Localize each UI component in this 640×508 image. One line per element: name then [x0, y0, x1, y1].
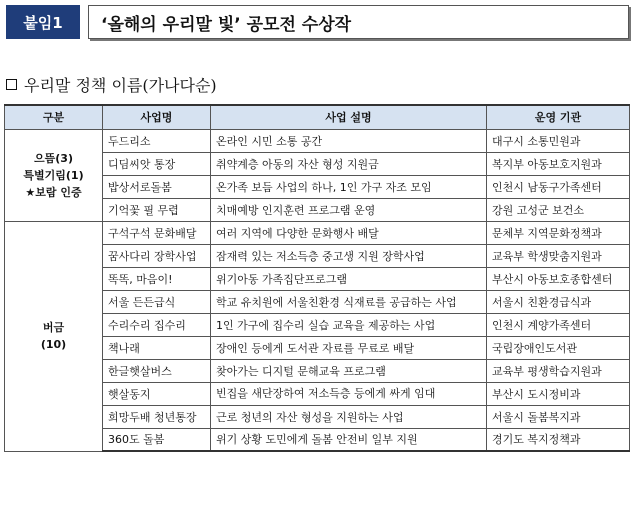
- operating-agency: 서울시 돌봄복지과: [487, 405, 630, 428]
- project-description: 1인 가구에 집수리 실습 교육을 제공하는 사업: [211, 313, 487, 336]
- header-operating-agency: 운영 기관: [487, 105, 630, 129]
- project-description: 위기아동 가족집단프로그램: [211, 267, 487, 290]
- operating-agency: 인천시 남동구가족센터: [487, 175, 630, 198]
- awards-table: [4, 104, 630, 452]
- project-name: 책나래: [103, 336, 211, 359]
- document-header: [6, 5, 629, 39]
- project-name: 수리수리 집수리: [103, 313, 211, 336]
- operating-agency: 부산시 도시정비과: [487, 382, 630, 405]
- table-header-row: [5, 105, 630, 129]
- document-title: ‘올해의 우리말 빛’ 공모전 수상작: [88, 5, 629, 39]
- category-cell-runner-up: 버금 (10): [5, 221, 103, 451]
- project-description: 잠재력 있는 저소득층 중고생 지원 장학사업: [211, 244, 487, 267]
- project-name: 똑똑, 마음이!: [103, 267, 211, 290]
- project-name: 두드리소: [103, 129, 211, 152]
- project-description: 찾아가는 디지털 문해교육 프로그램: [211, 359, 487, 382]
- operating-agency: 부산시 아동보호종합센터: [487, 267, 630, 290]
- operating-agency: 서울시 친환경급식과: [487, 290, 630, 313]
- project-description: 근로 청년의 자산 형성을 지원하는 사업: [211, 405, 487, 428]
- project-name: 서울 든든급식: [103, 290, 211, 313]
- project-name: 꿈사다리 장학사업: [103, 244, 211, 267]
- project-name: 디딤씨앗 통장: [103, 152, 211, 175]
- project-name: 햇살동지: [103, 382, 211, 405]
- project-description: 취약계층 아동의 자산 형성 지원금: [211, 152, 487, 175]
- project-description: 위기 상황 도민에게 돌봄 안전비 일부 지원: [211, 428, 487, 451]
- project-name: 희망두배 청년통장: [103, 405, 211, 428]
- operating-agency: 문체부 지역문화정책과: [487, 221, 630, 244]
- category-cell-grand-prize: 으뜸(3) 특별기림(1) ★보람 인증: [5, 129, 103, 221]
- operating-agency: 대구시 소통민원과: [487, 129, 630, 152]
- project-name: 밥상서로돌봄: [103, 175, 211, 198]
- project-description: 온라인 시민 소통 공간: [211, 129, 487, 152]
- operating-agency: 복지부 아동보호지원과: [487, 152, 630, 175]
- table-row: [5, 221, 630, 244]
- operating-agency: 인천시 계양가족센터: [487, 313, 630, 336]
- header-category: 구분: [5, 105, 103, 129]
- project-name: 구석구석 문화배달: [103, 221, 211, 244]
- project-description: 여러 지역에 다양한 문화행사 배달: [211, 221, 487, 244]
- operating-agency: 경기도 복지정책과: [487, 428, 630, 451]
- project-description: 장애인 등에게 도서관 자료를 무료로 배달: [211, 336, 487, 359]
- project-description: 빈집을 새단장하여 저소득층 등에게 싸게 임대: [211, 382, 487, 405]
- operating-agency: 강원 고성군 보건소: [487, 198, 630, 221]
- operating-agency: 교육부 학생맞춤지원과: [487, 244, 630, 267]
- section-title: 우리말 정책 이름(가나다순): [24, 75, 217, 95]
- attachment-tag: 붙임1: [6, 5, 80, 39]
- checkbox-icon: [6, 79, 17, 90]
- header-project-name: 사업명: [103, 105, 211, 129]
- section-heading: [6, 73, 217, 95]
- project-description: 온가족 보듬 사업의 하나, 1인 가구 자조 모임: [211, 175, 487, 198]
- project-name: 기억꽃 필 무렵: [103, 198, 211, 221]
- operating-agency: 국립장애인도서관: [487, 336, 630, 359]
- table-row: [5, 129, 630, 152]
- project-description: 학교 유치원에 서울친환경 식재료를 공급하는 사업: [211, 290, 487, 313]
- operating-agency: 교육부 평생학습지원과: [487, 359, 630, 382]
- project-name: 한글햇살버스: [103, 359, 211, 382]
- project-description: 치매예방 인지훈련 프로그램 운영: [211, 198, 487, 221]
- header-project-description: 사업 설명: [211, 105, 487, 129]
- project-name: 360도 돌봄: [103, 428, 211, 451]
